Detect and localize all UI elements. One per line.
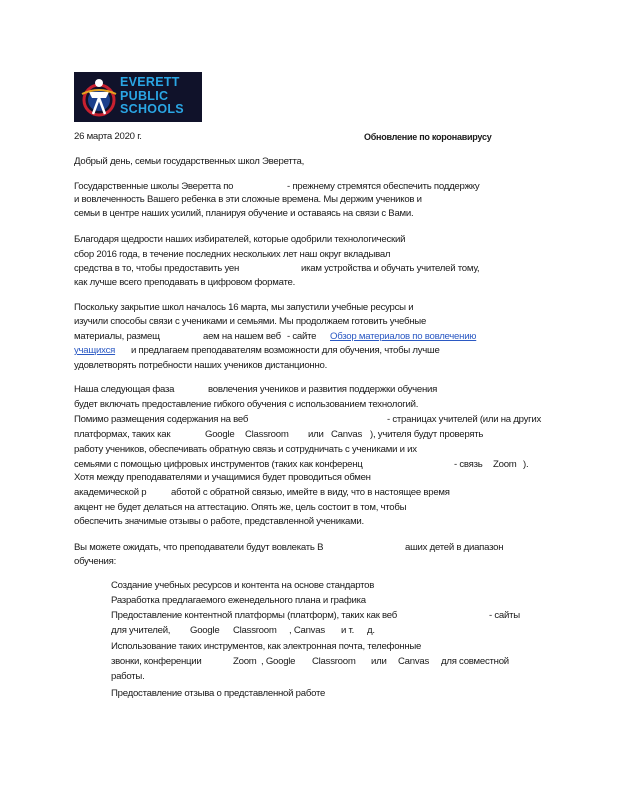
- p5-line-1a: Вы можете ожидать, что преподаватели будут вовлекать В: [74, 542, 324, 553]
- list-item: Предоставление отзыва о представленной работе: [111, 688, 326, 699]
- list-item-cont: звонки, конференции: [111, 656, 202, 667]
- p4-line-1a: Наша следующая фаза: [74, 384, 175, 395]
- p2-line-3b: икам устройства и обучать учителей тому,: [301, 263, 480, 274]
- engagement-materials-link-cont[interactable]: учащихся: [74, 345, 116, 356]
- p3-line-4b: и предлагаем преподавателям возможности для обучения, чтобы лучше: [131, 345, 440, 356]
- p5-line-2: обучения:: [74, 556, 117, 567]
- list-item-cont: , Google: [261, 656, 296, 667]
- p4-line-3b: - страницах учителей (или на других: [387, 414, 542, 425]
- p5-line-1b: аших детей в диапазон: [405, 542, 504, 553]
- p4-line-2: будет включать предоставление гибкого обучения с использованием технологий.: [74, 399, 419, 410]
- list-item-cont: - сайты: [489, 610, 520, 621]
- p3-line-5: удовлетворять потребности наших учеников дистанционно.: [74, 360, 328, 371]
- list-item-cont: для совместной: [441, 656, 509, 667]
- p4-line-3a: Помимо размещения содержания на веб: [74, 414, 249, 425]
- p2-line-3a: средства в то, чтобы предоставить уен: [74, 263, 240, 274]
- p3-line-2: изучили способы связи с учениками и семьями. Мы продолжаем готовить учебные: [74, 316, 427, 327]
- list-item-cont: или: [371, 656, 387, 667]
- p4-line-6a: семьями с помощью цифровых инструментов (таких как конференц: [74, 459, 363, 470]
- logo-wordmark: EVERETT PUBLIC SCHOOLS: [120, 75, 184, 116]
- list-item-cont: Zoom: [233, 656, 257, 667]
- letter-date: 26 марта 2020 г.: [74, 131, 142, 142]
- p4-line-4c: Classroom: [245, 429, 289, 440]
- p4-line-4d: или: [308, 429, 324, 440]
- p1-line-2: и вовлеченность Вашего ребенка в эти сложные времена. Мы держим учеников и: [74, 194, 422, 205]
- list-item-cont: работы.: [111, 671, 145, 682]
- p4-line-5: работу учеников, обеспечивать обратную связь и сотрудничать с учениками и их: [74, 444, 417, 455]
- list-item-cont: Canvas: [398, 656, 430, 667]
- list-item: Предоставление контентной платформы (платформ), таких как веб: [111, 610, 398, 621]
- list-item: Использование таких инструментов, как электронная почта, телефонные: [111, 641, 422, 652]
- p2-line-4: как лучше всего преподавать в цифровом формате.: [74, 277, 295, 288]
- list-item: Разработка предлагаемого еженедельного плана и графика: [111, 595, 366, 606]
- p3-line-1: Поскольку закрытие школ началось 16 марта, мы запустили учебные ресурсы и: [74, 302, 414, 313]
- p4-line-4b: Google: [205, 429, 235, 440]
- p1-line-1a: Государственные школы Эверетта по: [74, 181, 234, 192]
- list-item: Создание учебных ресурсов и контента на основе стандартов: [111, 580, 375, 591]
- p4-line-6c: Zoom: [493, 459, 517, 470]
- p4-line-6d: ).: [523, 459, 529, 470]
- engagement-materials-link[interactable]: Обзор материалов по вовлечению: [330, 331, 477, 342]
- p4-line-4e: Canvas: [331, 429, 363, 440]
- p3-line-3c: - сайте: [287, 331, 317, 342]
- p4-line-1b: вовлечения учеников и развития поддержки обучения: [208, 384, 438, 395]
- greeting: Добрый день, семьи государственных школ Эверетта,: [74, 156, 305, 167]
- everett-public-schools-logo: [74, 72, 202, 122]
- p4-line-10: обеспечить значимые отзывы о работе, представленной учениками.: [74, 516, 364, 527]
- p3-line-3a: материалы, размещ: [74, 331, 160, 342]
- list-item-cont: Classroom: [312, 656, 356, 667]
- p1-line-3: семьи в центре наших усилий, планируя обучение и оставаясь на связи с Вами.: [74, 208, 414, 219]
- p2-line-2: сбор 2016 года, в течение последних нескольких лет наш округ вкладывал: [74, 249, 391, 260]
- list-item-cont: , Canvas: [289, 625, 325, 636]
- p4-line-7: Хотя между преподавателями и учащимися будет проводиться обмен: [74, 472, 371, 483]
- list-item-cont: Google: [190, 625, 220, 636]
- p4-line-9: акцент не будет делаться на аттестацию. Опять же, цель состоит в том, чтобы: [74, 502, 407, 513]
- list-item-cont: Classroom: [233, 625, 277, 636]
- letter-title: Обновление по коронавирусу: [364, 132, 492, 142]
- p2-line-1: Благодаря щедрости наших избирателей, которые одобрили технологический: [74, 234, 406, 245]
- logo-emblem-icon: [76, 74, 122, 120]
- list-item-cont: и т.: [341, 625, 355, 636]
- p4-line-6b: - связь: [454, 459, 483, 470]
- p1-line-1b: - прежнему стремятся обеспечить поддержку: [287, 181, 480, 192]
- p4-line-4f: ), учителя будут проверять: [370, 429, 484, 440]
- p4-line-4a: платформах, таких как: [74, 429, 171, 440]
- list-item-cont: для учителей,: [111, 625, 171, 636]
- list-item-cont: д.: [367, 625, 375, 636]
- p4-line-8a: академической р: [74, 487, 147, 498]
- p4-line-8b: аботой с обратной связью, имейте в виду, что в настоящее время: [171, 487, 450, 498]
- p3-line-3b: аем на нашем веб: [203, 331, 281, 342]
